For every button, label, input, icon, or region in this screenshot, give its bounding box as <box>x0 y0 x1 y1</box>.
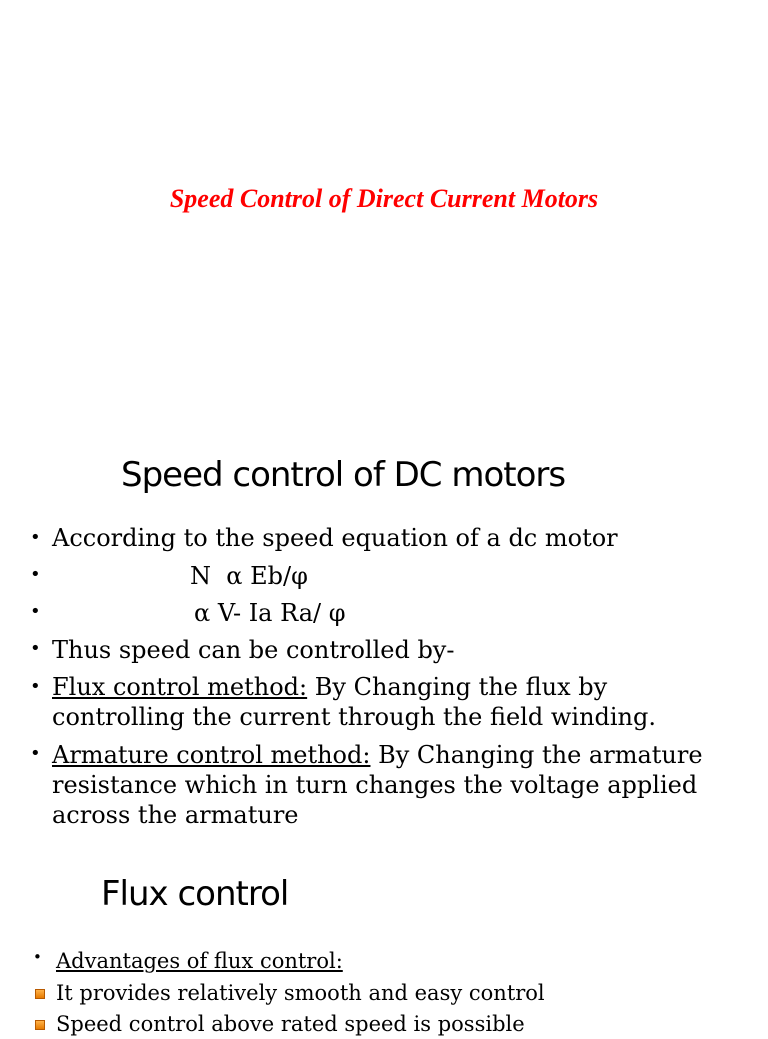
list-item-lead: Thus speed can be controlled by- <box>52 636 455 664</box>
bullet-icon: • <box>30 638 41 659</box>
document-title: Speed Control of Direct Current Motors <box>169 184 599 213</box>
list-item-equation-2 <box>52 598 752 628</box>
equation-1: N α Eb/φ <box>190 562 308 590</box>
bullet-icon: • <box>30 601 41 622</box>
list-item-flux-method <box>52 672 752 732</box>
armature-method-text-2: resistance which in turn changes the voltage applied <box>52 771 698 799</box>
list-item-advantage-2: Speed control above rated speed is possible <box>56 1012 525 1036</box>
list-item-advantages-label <box>56 946 756 976</box>
flux-method-text-2: controlling the current through the field winding. <box>52 703 657 731</box>
bullet-icon: • <box>30 743 41 764</box>
equation-2: α V- Ia Ra/ φ <box>194 599 346 627</box>
list-item-intro: According to the speed equation of a dc motor <box>52 524 618 552</box>
list-item-advantage-1: It provides relatively smooth and easy control <box>56 981 545 1005</box>
list-item-armature-method <box>52 740 762 830</box>
bullet-icon: • <box>30 564 41 585</box>
square-bullet-icon <box>35 989 45 999</box>
section-heading-speed-control: Speed control of DC motors <box>121 455 566 495</box>
list-item-equation-1 <box>52 561 752 591</box>
advantages-label: Advantages of flux control: <box>56 949 343 973</box>
bullet-icon: • <box>30 527 41 548</box>
armature-method-text: By Changing the armature <box>370 741 703 769</box>
flux-method-text: By Changing the flux by <box>307 673 608 701</box>
bullet-icon: • <box>33 948 42 966</box>
armature-method-text-3: across the armature <box>52 801 299 829</box>
armature-method-label: Armature control method: <box>52 741 371 769</box>
flux-method-label: Flux control method: <box>52 673 308 701</box>
square-bullet-icon <box>35 1020 45 1030</box>
section-heading-flux-control: Flux control <box>101 874 289 914</box>
bullet-icon: • <box>30 676 41 697</box>
